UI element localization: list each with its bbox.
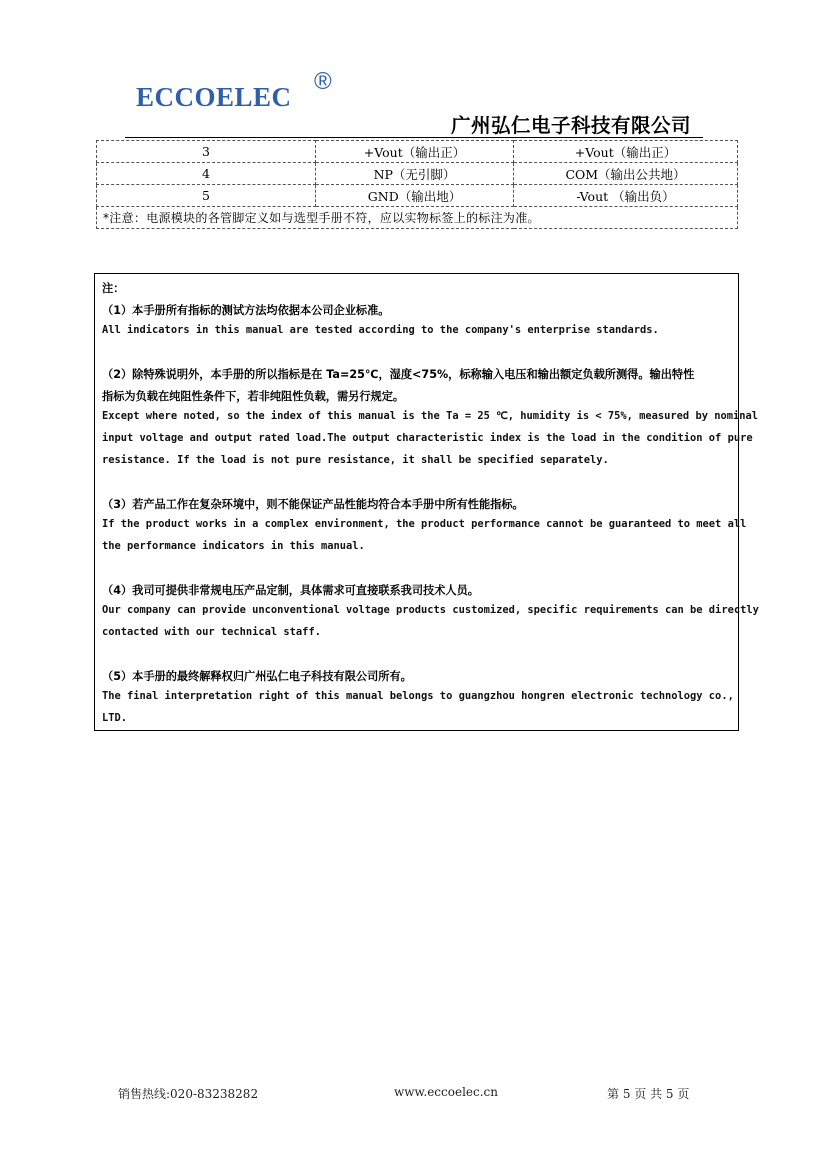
- pin-number: 3: [97, 141, 316, 163]
- pin-function-a: NP（无引脚）: [316, 163, 514, 185]
- header-divider: [125, 137, 703, 138]
- pin-function-a: +Vout（输出正）: [316, 141, 514, 163]
- table-row: [97, 141, 738, 163]
- pin-function-b: -Vout （输出负）: [514, 185, 738, 207]
- note-3-zh: （3）若产品工作在复杂环境中，则不能保证产品性能均符合本手册中所有性能指标。: [102, 498, 524, 511]
- table-row: [97, 207, 738, 229]
- note-2-zh-line2: 指标为负载在纯阻性条件下，若非纯阻性负载，需另行规定。: [102, 390, 405, 403]
- website-link[interactable]: www.eccoelec.cn: [394, 1085, 498, 1099]
- page-number: 第 5 页 共 5 页: [607, 1087, 690, 1101]
- notes-box: [94, 273, 759, 731]
- note-2-en-line3: resistance. If the load is not pure resistance, it shall be specified separately.: [102, 454, 609, 466]
- logo-text: ECCOELEC: [136, 82, 292, 112]
- note-4-zh: （4）我司可提供非常规电压产品定制，具体需求可直接联系我司技术人员。: [102, 584, 479, 597]
- note-3-en-line1: If the product works in a complex environment, the product performance cannot be guaranteed to meet all: [102, 518, 747, 530]
- pin-function-b: +Vout（输出正）: [514, 141, 738, 163]
- registered-mark-icon: ®: [314, 68, 332, 95]
- note-4-en-line1: Our company can provide unconventional voltage products customized, specific requirements can be directly: [102, 604, 759, 616]
- table-row: [97, 185, 738, 207]
- note-1-en: All indicators in this manual are tested according to the company's enterprise standards.: [102, 324, 659, 336]
- pin-number: 4: [97, 163, 316, 185]
- pin-function-b: COM（输出公共地）: [514, 163, 738, 185]
- note-2-zh-line1: （2）除特殊说明外，本手册的所以指标是在 Ta=25℃，湿度<75%，标称输入电压和输出额定负载所测得。输出特性: [102, 368, 695, 381]
- note-4-en-line2: contacted with our technical staff.: [102, 626, 321, 638]
- notes-heading: 注：: [102, 282, 125, 295]
- table-footnote: *注意：电源模块的各管脚定义如与选型手册不符，应以实物标签上的标注为准。: [97, 207, 738, 229]
- pin-number: 5: [97, 185, 316, 207]
- company-name: 广州弘仁电子科技有限公司: [451, 114, 692, 137]
- note-2-en-line1: Except where noted, so the index of this manual is the Ta = 25 ℃, humidity is < 75%, measured by nominal: [102, 410, 759, 422]
- note-5-en-line2: LTD.: [102, 712, 128, 724]
- note-3-en-line2: the performance indicators in this manual.: [102, 540, 365, 552]
- note-5-en-line1: The final interpretation right of this manual belongs to guangzhou hongren electronic technology co.,: [102, 690, 734, 702]
- pin-definition-table: [96, 140, 738, 229]
- note-2-en-line2: input voltage and output rated load.The output characteristic index is the load in the condition of pure: [102, 432, 753, 444]
- note-5-zh: （5）本手册的最终解释权归广州弘仁电子科技有限公司所有。: [102, 670, 412, 683]
- table-row: [97, 163, 738, 185]
- sales-hotline: 销售热线:020-83238282: [118, 1087, 259, 1101]
- pin-function-a: GND（输出地）: [316, 185, 514, 207]
- note-1-zh: （1）本手册所有指标的测试方法均依据本公司企业标准。: [102, 304, 390, 317]
